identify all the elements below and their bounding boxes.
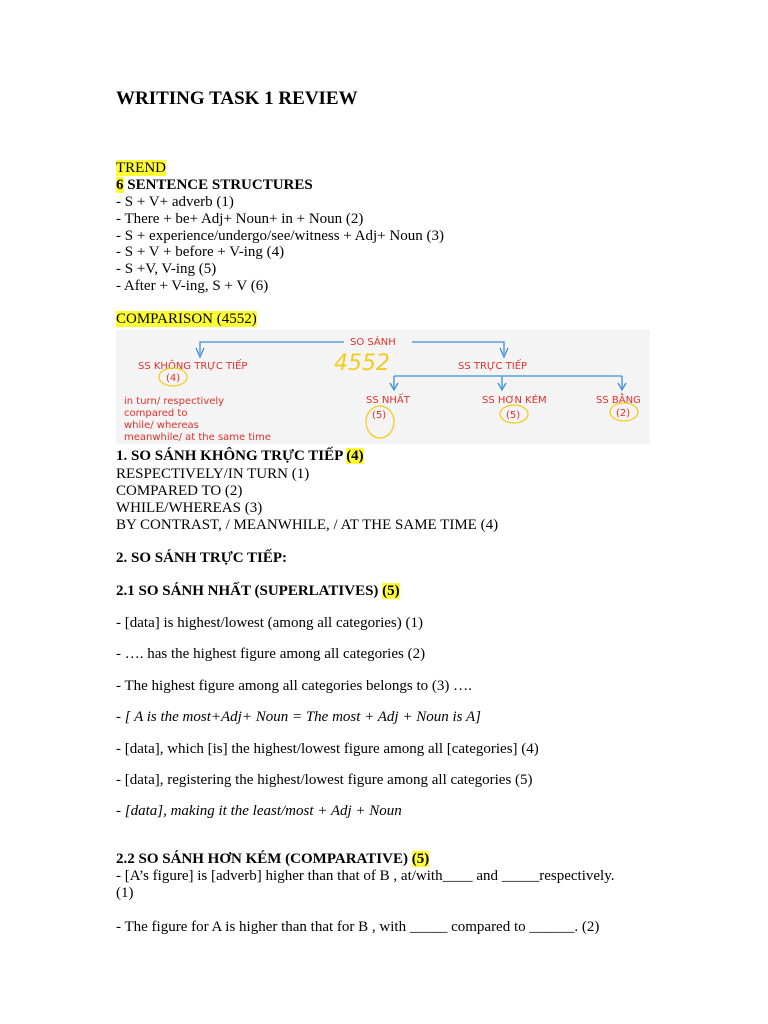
diagram-left-list-item: while/ whereas [124, 420, 199, 431]
trend-item: - After + V-ing, S + V (6) [116, 278, 269, 294]
section22-heading: 2.2 SO SÁNH HƠN KÉM (COMPARATIVE) (5) [116, 851, 430, 867]
diagram-left-list-item: compared to [124, 408, 188, 419]
comparison-diagram [116, 330, 650, 444]
comparison-diagram-svg [116, 330, 650, 444]
section21-item: - [data], which [is] the highest/lowest figure among all [categories] (4) [116, 741, 539, 757]
diagram-child-count: (5) [506, 410, 521, 421]
section22-item: - [A’s figure] is [adverb] higher than that of B , at/with____ and _____respectively. [116, 868, 615, 884]
section22-item-number: (1) [116, 885, 134, 901]
section2-heading: 2. SO SÁNH TRỰC TIẾP: [116, 550, 288, 566]
section1-item: WHILE/WHEREAS (3) [116, 500, 263, 516]
trend-item: - S +V, V-ing (5) [116, 261, 217, 277]
trend-item: - S + V+ adverb (1) [116, 194, 234, 210]
diagram-child-label: SS NHẤT [366, 395, 410, 406]
diagram-child-label: SS BẰNG [596, 395, 641, 406]
diagram-right: SS TRỰC TIẾP [458, 361, 528, 372]
diagram-left-list-item: meanwhile/ at the same time [124, 432, 271, 443]
section1-item: RESPECTIVELY/IN TURN (1) [116, 466, 310, 482]
section21-item: - …. has the highest figure among all categories (2) [116, 646, 426, 662]
trend-label: TREND [116, 160, 166, 176]
section21-item: - [data], registering the highest/lowest figure among all categories (5) [116, 772, 533, 788]
diagram-child-count: (2) [616, 408, 631, 419]
trend-item: - S + V + before + V-ing (4) [116, 244, 285, 260]
section21-item: - [data] is highest/lowest (among all categories) (1) [116, 615, 423, 631]
section1-item: COMPARED TO (2) [116, 483, 243, 499]
diagram-child-label: SS HƠN KÉM [482, 395, 547, 406]
diagram-left-count: (4) [166, 373, 181, 384]
trend-heading: 6 SENTENCE STRUCTURES [116, 177, 313, 193]
section1-heading: 1. SO SÁNH KHÔNG TRỰC TIẾP (4) [116, 448, 364, 464]
trend-item: - There + be+ Adj+ Noun+ in + Noun (2) [116, 211, 364, 227]
diagram-left-list-item: in turn/ respectively [124, 396, 225, 407]
section22-item: - The figure for A is higher than that for B , with _____ compared to ______. (2) [116, 919, 600, 935]
diagram-root: SO SÁNH [350, 337, 396, 348]
document-title: WRITING TASK 1 REVIEW [116, 88, 358, 109]
trend-item: - S + experience/undergo/see/witness + Adj+ Noun (3) [116, 228, 444, 244]
diagram-child-count: (5) [372, 410, 387, 421]
diagram-handwritten: 4552 [334, 351, 390, 376]
diagram-left: SS KHÔNG TRỰC TIẾP [138, 361, 248, 372]
comparison-label: COMPARISON (4552) [116, 311, 257, 327]
section1-item: BY CONTRAST, / MEANWHILE, / AT THE SAME TIME (4) [116, 517, 499, 533]
section21-item: - [ A is the most+Adj+ Noun = The most + Adj + Noun is A] [116, 709, 481, 725]
section21-item: - The highest figure among all categories belongs to (3) …. [116, 678, 472, 694]
section21-item: - [data], making it the least/most + Adj + Noun [116, 803, 402, 819]
section21-heading: 2.1 SO SÁNH NHẤT (SUPERLATIVES) (5) [116, 583, 400, 599]
